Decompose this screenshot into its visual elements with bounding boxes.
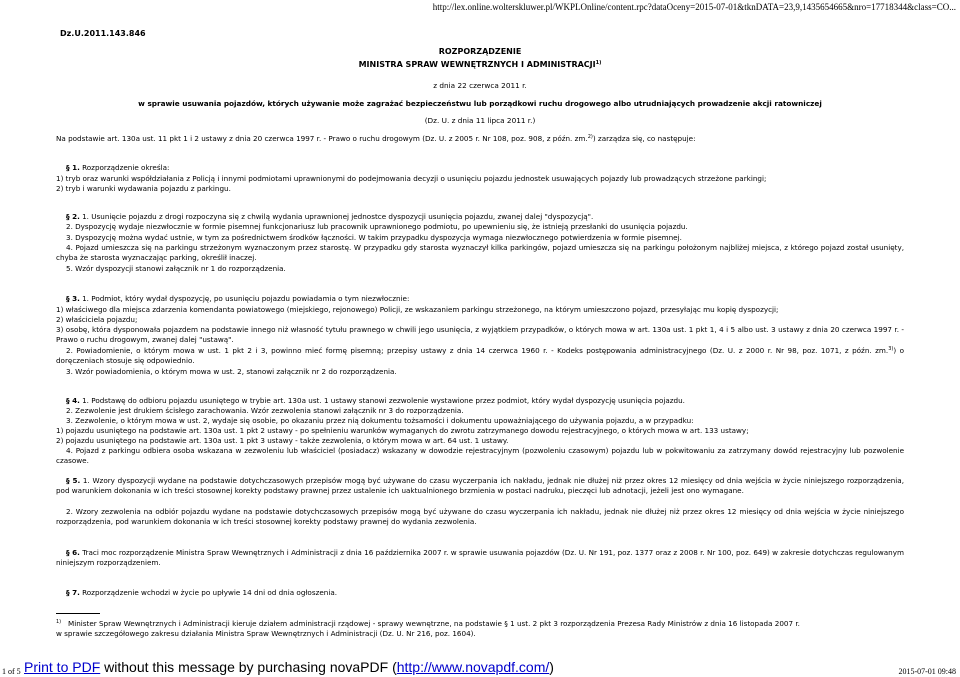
section-7-number: § 7.	[66, 588, 80, 597]
section-3-number: § 3.	[66, 294, 80, 303]
section-4-number: § 4.	[66, 396, 80, 405]
section-2-4: 4. Pojazd umieszcza się na parkingu strzeżonym wyznaczonym przez starostę. W przypadku gdy starosta wyznaczył kilka parkingów, pojazd umieszcza się na parkingu położonym najbliżej miejsca, z którego pojazd został usunięty, chyba że starosta wyznaczając parking, określił inaczej.	[56, 243, 904, 262]
section-1-point-2: 2) tryb i warunki wydawania pojazdu z parkingu.	[56, 184, 231, 193]
section-3-2-b: ) o doręczeniach stosuje się odpowiednio.	[56, 346, 904, 365]
section-4-1-text: 1. Podstawę do odbioru pojazdu usuniętego w trybie art. 130a ust. 1 ustawy stanowi zezwolenie wystawione przez podmiot, który wydał dyspozycję usunięcia pojazdu.	[79, 396, 685, 405]
print-to-pdf-link[interactable]: Print to PDF	[24, 659, 101, 675]
section-4-point-1: 1) pojazdu usuniętego na podstawie art. 130a ust. 1 pkt 2 ustawy - po spełnieniu warunków wymaganych do zwrotu zatrzymanego dowodu rejestracyjnego, o których mowa w art. 133 ustawy;	[56, 426, 749, 435]
preamble-sup: 2)	[587, 134, 593, 140]
print-footer	[0, 659, 960, 677]
section-4-4: 4. Pojazd z parkingu odbiera osoba wskazana w zezwoleniu lub właściciel (posiadacz) wskazany w dowodzie rejestracyjnym (pozwoleniu czasowym) pojazdu lub w pokwitowaniu za zatrzymany dowód rejestracyjny lub pozwolenie czasowe.	[56, 446, 904, 465]
novapdf-message	[24, 659, 554, 675]
section-6-number: § 6.	[66, 548, 80, 557]
doc-subject: w sprawie usuwania pojazdów, których używanie może zagrażać bezpieczeństwu lub porządkowi ruchu drogowego albo utrudniających prowadzenie akcji ratowniczej	[138, 99, 822, 108]
section-5-2: 2. Wzory zezwolenia na odbiór pojazdu wydane na podstawie dotychczasowych przepisów mogą być używane do czasu wyczerpania ich nakładu, jednak nie dłużej niż przez okres 12 miesięcy od dnia wejścia w życie niniejszego rozporządzenia, pod warunkiem dokonania w ich treści stosownej korekty podstawy prawnej do wydania zezwolenia.	[56, 507, 904, 526]
doc-title-sup: 1)	[595, 60, 602, 66]
document-reference: Dz.U.2011.143.846	[60, 29, 146, 38]
section-3-1-text: 1. Podmiot, który wydał dyspozycję, po usunięciu pojazdu powiadamia o tym niezwłocznie:	[79, 294, 410, 303]
section-1-intro-text: Rozporządzenie określa:	[79, 163, 170, 172]
footnote-text: Minister Spraw Wewnętrznych i Administracji kieruje działem administracji rządowej - sprawy wewnętrzne, na podstawie § 1 ust. 2 pkt 3 rozporządzenia Prezesa Rady Ministrów z dnia 16 listopada 2007 r.	[68, 619, 800, 628]
section-2-2: 2. Dyspozycję wydaje niezwłocznie w formie pisemnej funkcjonariusz lub pracownik uprawnionego podmiotu, po upewnieniu się, że istnieją przesłanki do usunięcia pojazdu.	[66, 222, 688, 231]
doc-publication: (Dz. U. z dnia 11 lipca 2011 r.)	[424, 116, 536, 125]
doc-title-2-text: MINISTRA SPRAW WEWNĘTRZNYCH I ADMINISTRACJI	[358, 60, 596, 69]
section-4-2: 2. Zezwolenie jest drukiem ścisłego zarachowania. Wzór zezwolenia stanowi załącznik nr 3 do rozporządzenia.	[66, 406, 464, 415]
novapdf-url-link[interactable]: http://www.novapdf.com/	[396, 659, 550, 675]
doc-title-1: ROZPORZĄDZENIE	[438, 47, 522, 56]
novapdf-text-a: without this message by purchasing novaPDF (	[100, 659, 397, 675]
doc-title-2	[0, 60, 960, 69]
section-4-1	[66, 396, 920, 406]
section-4-point-2: 2) pojazdu usuniętego na podstawie art. 130a ust. 1 pkt 3 ustawy - także zezwolenia, o którym mowa w art. 64 ust. 1 ustawy.	[56, 436, 509, 445]
section-7	[66, 588, 920, 598]
section-3-1	[66, 294, 920, 304]
preamble-b: ) zarządza się, co następuje:	[592, 134, 696, 143]
section-3-point-3: 3) osobę, która dysponowała pojazdem na podstawie innego niż własność tytułu prawnego w chwili jego usunięcia, z wyjątkiem przypadków, o których mowa w art. 130a ust. 1 pkt 1, 4 i 5 albo ust. 3 ustawy z dnia 20 czerwca 1997 r. - Prawo o ruchu drogowym, zwanej dalej "ustawą".	[56, 325, 904, 344]
section-3-2-a: 2. Powiadomienie, o którym mowa w ust. 1 pkt 2 i 3, powinno mieć formę pisemną; przepisy ustawy z dnia 14 czerwca 1960 r. - Kodeks postępowania administracyjnego (Dz. U. z 2000 r. Nr 98, poz. 1071, z późn. zm.	[66, 346, 889, 355]
section-5-1	[56, 476, 904, 496]
footnote-divider	[56, 613, 100, 614]
section-2-1-text: 1. Usunięcie pojazdu z drogi rozpoczyna się z chwilą wydania uprawnionej jednostce dyspozycji usunięcia pojazdu, zwanej dalej "dyspozycją".	[79, 212, 594, 221]
section-1-intro	[66, 163, 920, 173]
footnote-sup: 1)	[56, 619, 62, 625]
section-2-5: 5. Wzór dyspozycji stanowi załącznik nr 1 do rozporządzenia.	[66, 264, 286, 273]
page-url: http://lex.online.wolterskluwer.pl/WKPLOnline/content.rpc?dataOceny=2015-07-01&tknDATA=23,9,1435654665&nro=17718344&class=CO...	[432, 2, 956, 12]
section-2-3: 3. Dyspozycję można wydać ustnie, w tym za pośrednictwem środków łączności. W takim przypadku dyspozycja wymaga niezwłocznego potwierdzenia w formie pisemnej.	[66, 233, 682, 242]
section-7-text: Rozporządzenie wchodzi w życie po upływie 14 dni od dnia ogłoszenia.	[79, 588, 338, 597]
print-datetime: 2015-07-01 09:48	[898, 667, 956, 676]
preamble	[56, 134, 920, 144]
section-4-3: 3. Zezwolenie, o którym mowa w ust. 2, wydaje się osobie, po okazaniu przez nią dokumentu tożsamości i dokumentu upoważniającego do używania pojazdu, a w przypadku:	[66, 416, 694, 425]
novapdf-text-b: )	[549, 659, 554, 675]
preamble-a: Na podstawie art. 130a ust. 11 pkt 1 i 2 ustawy z dnia 20 czerwca 1997 r. - Prawo o ruchu drogowym (Dz. U. z 2005 r. Nr 108, poz. 908, z późn. zm.	[56, 134, 588, 143]
page-number: 1 of 5	[2, 667, 21, 676]
section-5-number: § 5.	[66, 476, 81, 485]
section-2-1	[66, 212, 920, 222]
footnote-1	[56, 619, 920, 629]
section-3-3: 3. Wzór powiadomienia, o którym mowa w ust. 2, stanowi załącznik nr 2 do rozporządzenia.	[66, 367, 397, 376]
section-6-text: Traci moc rozporządzenie Ministra Spraw Wewnętrznych i Administracji z dnia 16 października 2007 r. w sprawie usuwania pojazdów (Dz. U. Nr 191, poz. 1377 oraz z 2008 r. Nr 100, poz. 649) w zakresie dotychczas regulowanym niniejszym rozporządzeniem.	[56, 548, 904, 567]
section-5-1-text: 1. Wzory dyspozycji wydane na podstawie dotychczasowych przepisów mogą być używane do czasu wyczerpania ich nakładu, jednak nie dłużej niż przez okres 12 miesięcy od dnia wejścia w życie niniejszego rozporządzenia, pod warunkiem dokonania w ich treści stosownej korekty podstawy prawnej przez ustalenie ich uaktualnionego brzmienia w postaci nadruku, pieczęci lub adnotacji, jeżeli jest ono wymagane.	[56, 476, 904, 495]
section-3-2	[56, 346, 904, 366]
section-1-number: § 1.	[66, 163, 80, 172]
footnote-1-cont: w sprawie szczegółowego zakresu działania Ministra Spraw Wewnętrznych i Administracji (Dz. U. Nr 216, poz. 1604).	[56, 629, 476, 638]
section-3-point-2: 2) właściciela pojazdu;	[56, 315, 138, 324]
section-6	[56, 548, 904, 568]
doc-date: z dnia 22 czerwca 2011 r.	[433, 81, 527, 90]
section-3-point-1: 1) właściwego dla miejsca zdarzenia komendanta powiatowego (miejskiego, rejonowego) Policji, ze wskazaniem parkingu strzeżonego, na którym umieszczono pojazd, przesyłając mu kopię dyspozycji;	[56, 305, 779, 314]
section-3-2-sup: 3)	[888, 346, 894, 352]
section-2-number: § 2.	[66, 212, 80, 221]
section-1-point-1: 1) tryb oraz warunki współdziałania z Policją i innymi podmiotami uprawnionymi do podejmowania decyzji o usunięciu pojazdu jednostek usuwających pojazdy lub prowadzących strzeżone parkingi;	[56, 174, 767, 183]
